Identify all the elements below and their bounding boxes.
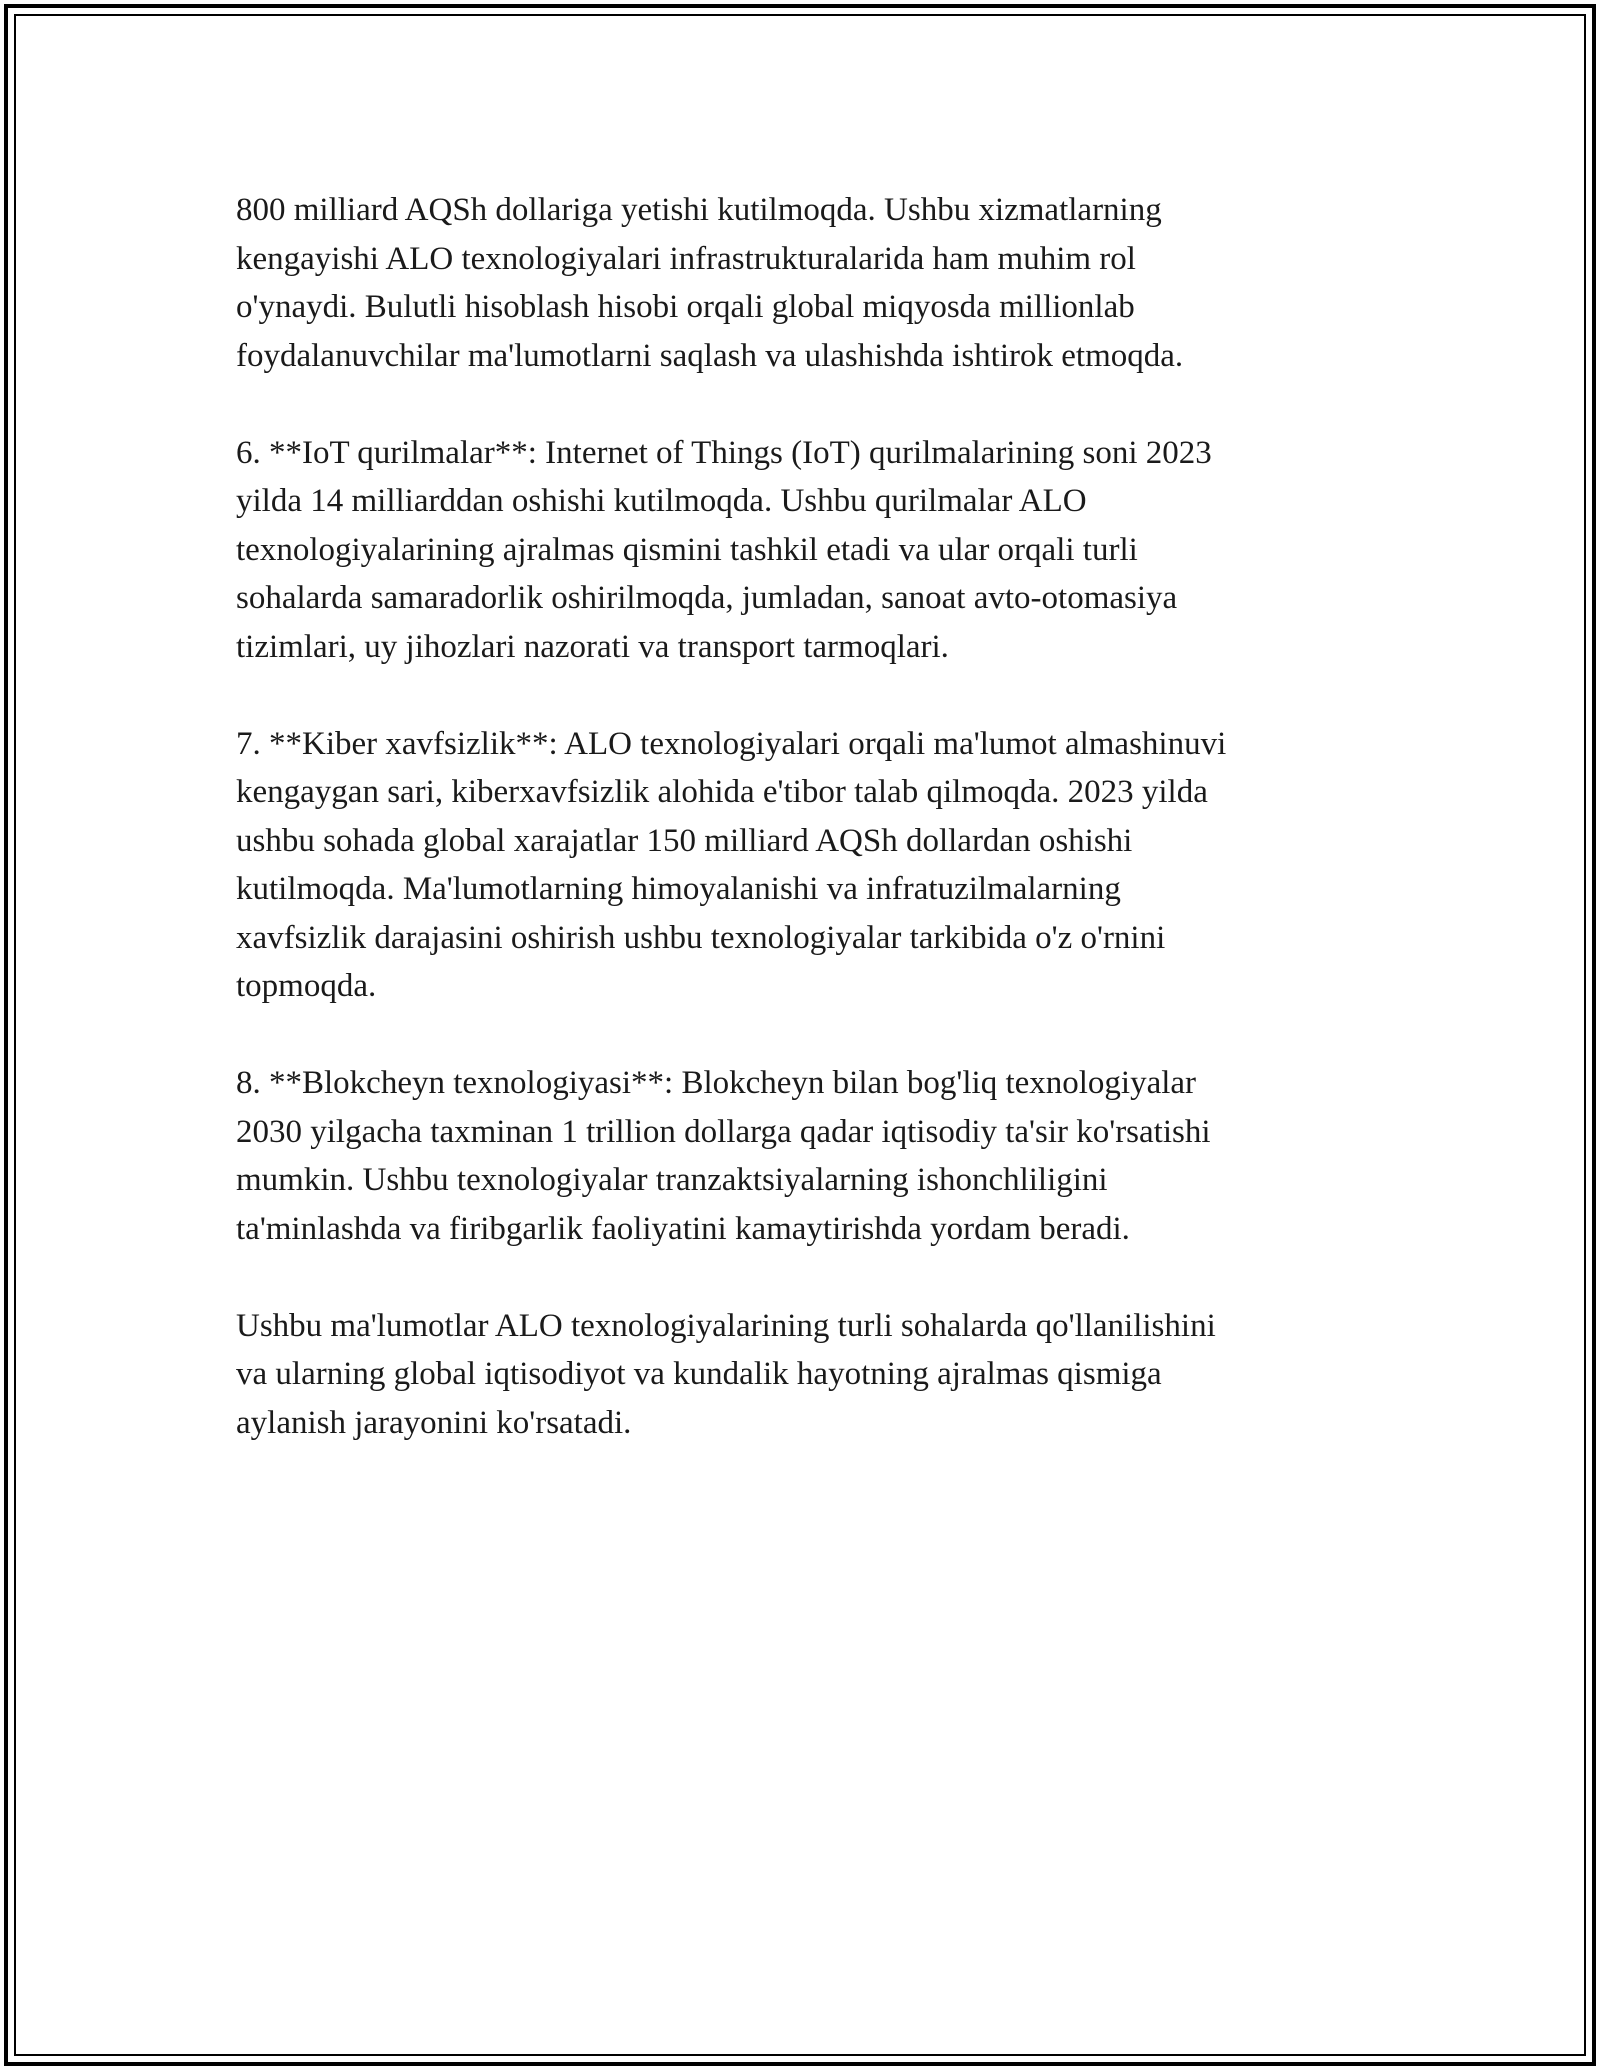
text-line: ushbu sohada global xarajatlar 150 milliard AQSh dollardan oshishi (236, 822, 1133, 859)
text-line: 2030 yilgacha taxminan 1 trillion dollarga qadar iqtisodiy ta'sir ko'rsatishi (236, 1113, 1211, 1150)
paragraph-iot-devices (236, 429, 1386, 672)
text-line: o'ynaydi. Bulutli hisoblash hisobi orqali global miqyosda millionlab (236, 289, 1135, 325)
text-line: texnologiyalarining ajralmas qismini tashkil etadi va ular orqali turli (236, 531, 1138, 568)
text-line: tizimlari, uy jihozlari nazorati va transport tarmoqlari. (236, 628, 949, 665)
text-line: va ularning global iqtisodiyot va kundalik hayotning ajralmas qismiga (236, 1356, 1162, 1392)
text-line: kengaygan sari, kiberxavfsizlik alohida e'tibor talab qilmoqda. 2023 yilda (236, 774, 1208, 810)
text-line: aylanish jarayonini ko'rsatadi. (236, 1404, 632, 1441)
paragraph-cyber-security (236, 720, 1386, 1011)
text-line: xavfsizlik darajasini oshirish ushbu texnologiyalar tarkibida o'z o'rnini (236, 919, 1166, 956)
text-line: ta'minlashda va firibgarlik faoliyatini kamaytirishda yordam beradi. (236, 1210, 1130, 1247)
document-body (236, 186, 1386, 1496)
text-line: sohalarda samaradorlik oshirilmoqda, jumladan, sanoat avto-otomasiya (236, 580, 1178, 616)
text-line: kutilmoqda. Ma'lumotlarning himoyalanishi va infratuzilmalarning (236, 871, 1121, 907)
text-line: 8. **Blokcheyn texnologiyasi**: Blokcheyn bilan bog'liq texnologiyalar (236, 1065, 1197, 1101)
text-line: foydalanuvchilar ma'lumotlarni saqlash va ulashishda ishtirok etmoqda. (236, 337, 1184, 374)
text-line: mumkin. Ushbu texnologiyalar tranzaktsiyalarning ishonchliligini (236, 1162, 1108, 1198)
text-line: yilda 14 milliarddan oshishi kutilmoqda. Ushbu qurilmalar ALO (236, 483, 1087, 519)
paragraph-conclusion (236, 1302, 1386, 1448)
paragraph-blockchain (236, 1059, 1386, 1253)
text-line: 6. **IoT qurilmalar**: Internet of Things (IoT) qurilmalarining soni 2023 (236, 434, 1212, 471)
text-line: topmoqda. (236, 968, 377, 1004)
text-line: 800 milliard AQSh dollariga yetishi kutilmoqda. Ushbu xizmatlarning (236, 192, 1162, 228)
text-line: kengayishi ALO texnologiyalari infrastrukturalarida ham muhim rol (236, 240, 1136, 277)
paragraph-cloud-computing (236, 186, 1386, 380)
text-line: Ushbu ma'lumotlar ALO texnologiyalarining turli sohalarda qo'llanilishini (236, 1307, 1216, 1344)
text-line: 7. **Kiber xavfsizlik**: ALO texnologiyalari orqali ma'lumot almashinuvi (236, 725, 1227, 762)
